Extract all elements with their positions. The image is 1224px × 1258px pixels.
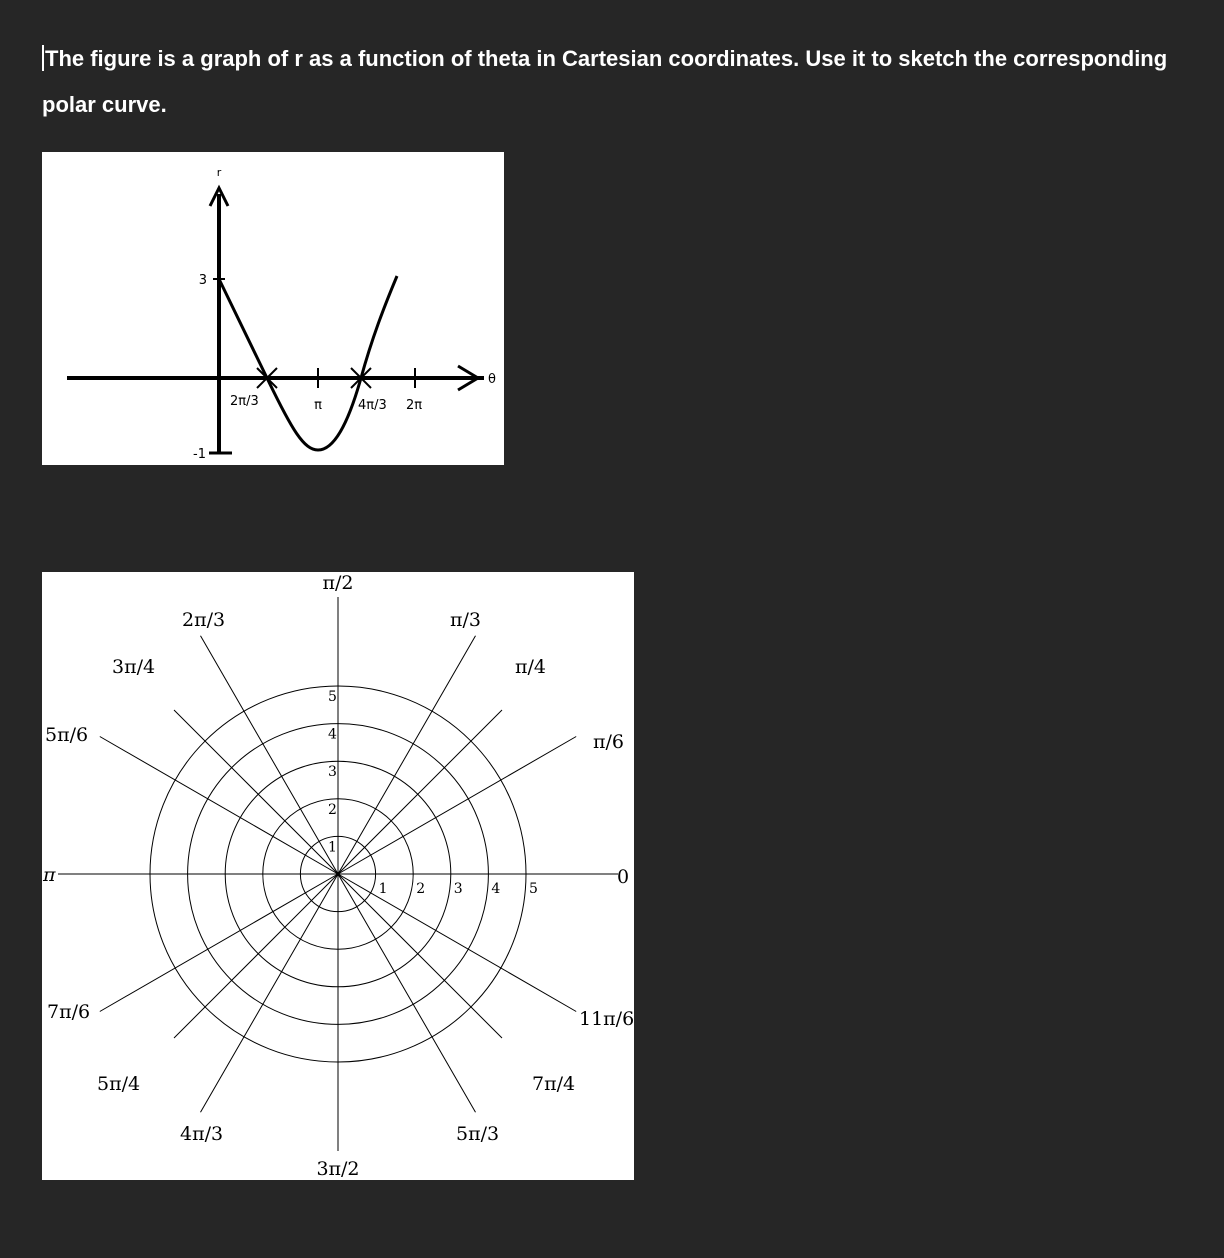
r-theta-curve	[219, 276, 397, 450]
x-tick-label-4pi3: 4π/3	[358, 398, 387, 413]
polar-spoke-135	[174, 710, 338, 874]
y-tick-label-minus1: -1	[193, 447, 206, 462]
polar-grid-svg	[42, 572, 634, 1180]
polar-grid	[42, 572, 634, 1180]
polar-spoke-30	[338, 737, 576, 875]
angle-label-3pi4: 3π/4	[112, 656, 156, 678]
r-axis-label: r	[216, 166, 222, 179]
angle-label-11pi6: 11π/6	[579, 1008, 634, 1030]
angle-label-pi: π	[43, 864, 56, 886]
ring-label-x-1: 1	[378, 881, 388, 897]
angle-label-pi4: π/4	[515, 656, 546, 678]
polar-spoke-315	[338, 874, 502, 1038]
ring-label-y-5: 5	[328, 689, 337, 705]
angle-label-3pi2: 3π/2	[316, 1158, 360, 1180]
angle-label-pi2: π/2	[322, 572, 354, 594]
angle-label-7pi4: 7π/4	[532, 1073, 576, 1095]
angle-label-7pi6: 7π/6	[47, 1001, 91, 1023]
angle-label-5pi3: 5π/3	[456, 1123, 500, 1145]
ring-label-y-4: 4	[328, 726, 337, 743]
polar-spoke-240	[201, 874, 339, 1112]
question-text: The figure is a graph of r as a function of theta in Cartesian coordinates. Use it to sketch the corresponding polar curve.	[42, 46, 1168, 117]
x-tick-label-2pi3: 2π/3	[230, 394, 259, 409]
ring-label-y-3: 3	[328, 764, 337, 781]
ring-label-x-5: 5	[529, 881, 538, 897]
ring-label-x-4: 4	[491, 881, 501, 897]
angle-label-5pi6: 5π/6	[45, 724, 89, 746]
y-tick-label-3: 3	[198, 273, 207, 288]
angle-label-5pi4: 5π/4	[97, 1073, 141, 1095]
x-tick-label-pi: π	[314, 398, 322, 413]
polar-spoke-225	[174, 874, 338, 1038]
cartesian-graph	[42, 152, 504, 465]
angle-label-pi3: π/3	[450, 609, 481, 631]
ring-label-x-3: 3	[453, 881, 463, 897]
x-tick-label-2pi: 2π	[406, 398, 423, 413]
cartesian-graph-svg	[42, 152, 504, 465]
polar-spoke-150	[100, 737, 338, 875]
ring-label-y-1: 1	[328, 839, 337, 856]
angle-label-pi6: π/6	[593, 731, 624, 753]
polar-spoke-120	[201, 636, 339, 874]
angle-label-2pi3: 2π/3	[182, 609, 226, 631]
ring-label-y-2: 2	[328, 801, 337, 818]
polar-spokes	[58, 597, 618, 1151]
theta-axis-label: θ	[488, 372, 496, 387]
angle-label-0: 0	[617, 866, 630, 888]
polar-spoke-300	[338, 874, 476, 1112]
polar-spoke-210	[100, 874, 338, 1012]
polar-spoke-60	[338, 636, 476, 874]
ring-label-x-2: 2	[416, 881, 426, 897]
angle-label-4pi3: 4π/3	[180, 1123, 224, 1145]
polar-spoke-45	[338, 710, 502, 874]
ring-labels	[328, 689, 538, 897]
text-cursor	[42, 45, 44, 71]
